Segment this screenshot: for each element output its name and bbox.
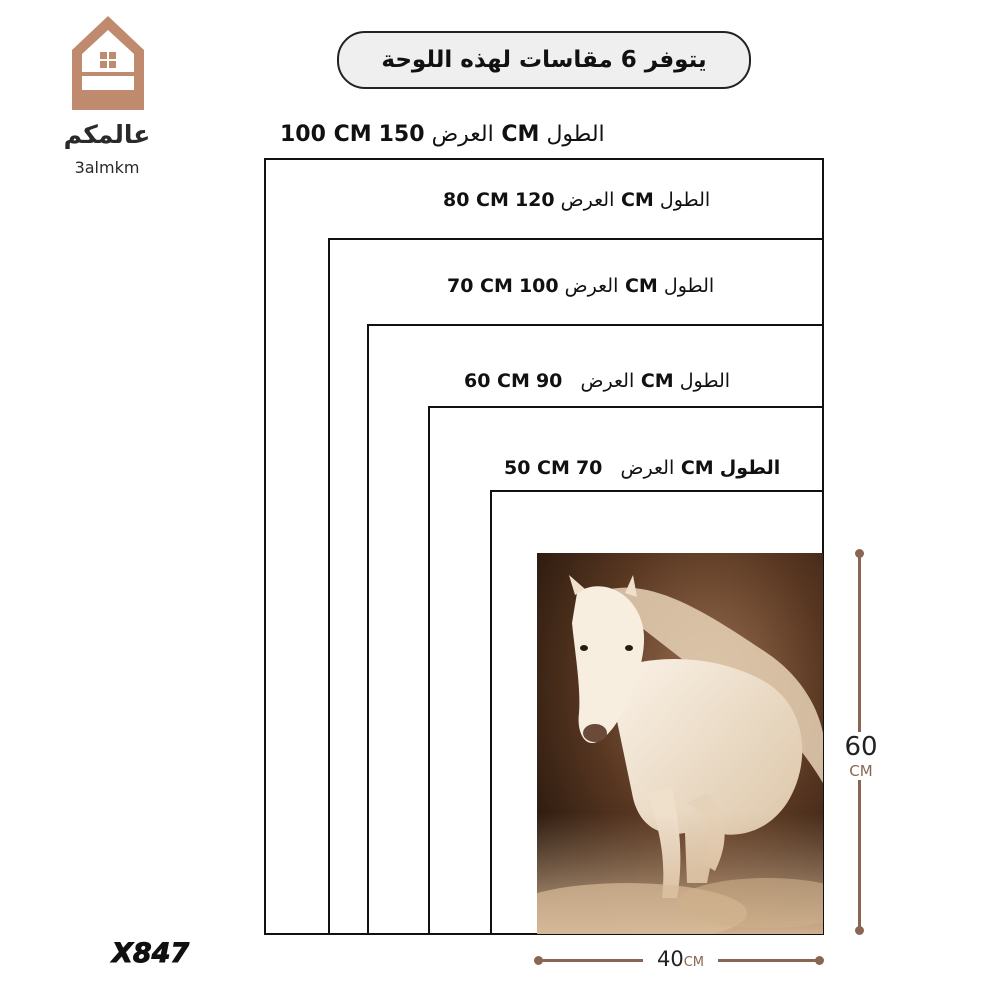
size-length: 150 CM [378, 122, 540, 147]
size-length-label: الطول [546, 122, 605, 147]
house-logo-icon [68, 12, 148, 112]
size-width-label: العرض [560, 189, 615, 211]
height-dimension-endpoint-bottom [855, 926, 864, 935]
size-length: 100 CM [518, 275, 658, 297]
size-width-label: العرض [431, 122, 494, 147]
size-width: 70 CM [447, 275, 513, 297]
size-length-label: الطول [719, 457, 781, 479]
height-value: 60 [844, 732, 878, 762]
size-width-label: العرض [620, 457, 675, 479]
size-label-2 [443, 189, 710, 211]
size-length-label: الطول [679, 370, 731, 392]
size-width-label: العرض [564, 275, 619, 297]
height-dimension-label [836, 732, 886, 780]
brand-logo [52, 12, 162, 177]
size-length: 120 CM [514, 189, 654, 211]
horse-painting-image [537, 553, 823, 934]
size-width-label: العرض [580, 370, 635, 392]
width-dimension-endpoint-right [815, 956, 824, 965]
size-label-5 [504, 457, 780, 479]
size-length: 70 CM [575, 457, 714, 479]
brand-name-english: 3almkm [74, 158, 140, 177]
size-width: 80 CM [443, 189, 509, 211]
size-label-4 [464, 370, 730, 392]
size-length-label: الطول [659, 189, 711, 211]
size-width: 60 CM [464, 370, 530, 392]
size-length-label: الطول [663, 275, 715, 297]
height-dimension-endpoint-top [855, 549, 864, 558]
width-dimension-endpoint-left [534, 956, 543, 965]
size-label-1 [280, 122, 605, 147]
brand-name-arabic: عالمكم [63, 120, 151, 149]
size-label-3 [447, 275, 714, 297]
height-unit: CM [849, 762, 873, 780]
size-width: 50 CM [504, 457, 570, 479]
width-unit: CM [683, 955, 705, 970]
product-code: X847 [112, 938, 190, 969]
width-value: 40 [656, 947, 684, 971]
width-dimension-label [643, 947, 718, 971]
size-length: 90 CM [535, 370, 674, 392]
sizes-heading: يتوفر 6 مقاسات لهذه اللوحة [337, 31, 751, 89]
white-horse-illustration [537, 553, 823, 934]
size-width: 100 CM [280, 122, 372, 147]
